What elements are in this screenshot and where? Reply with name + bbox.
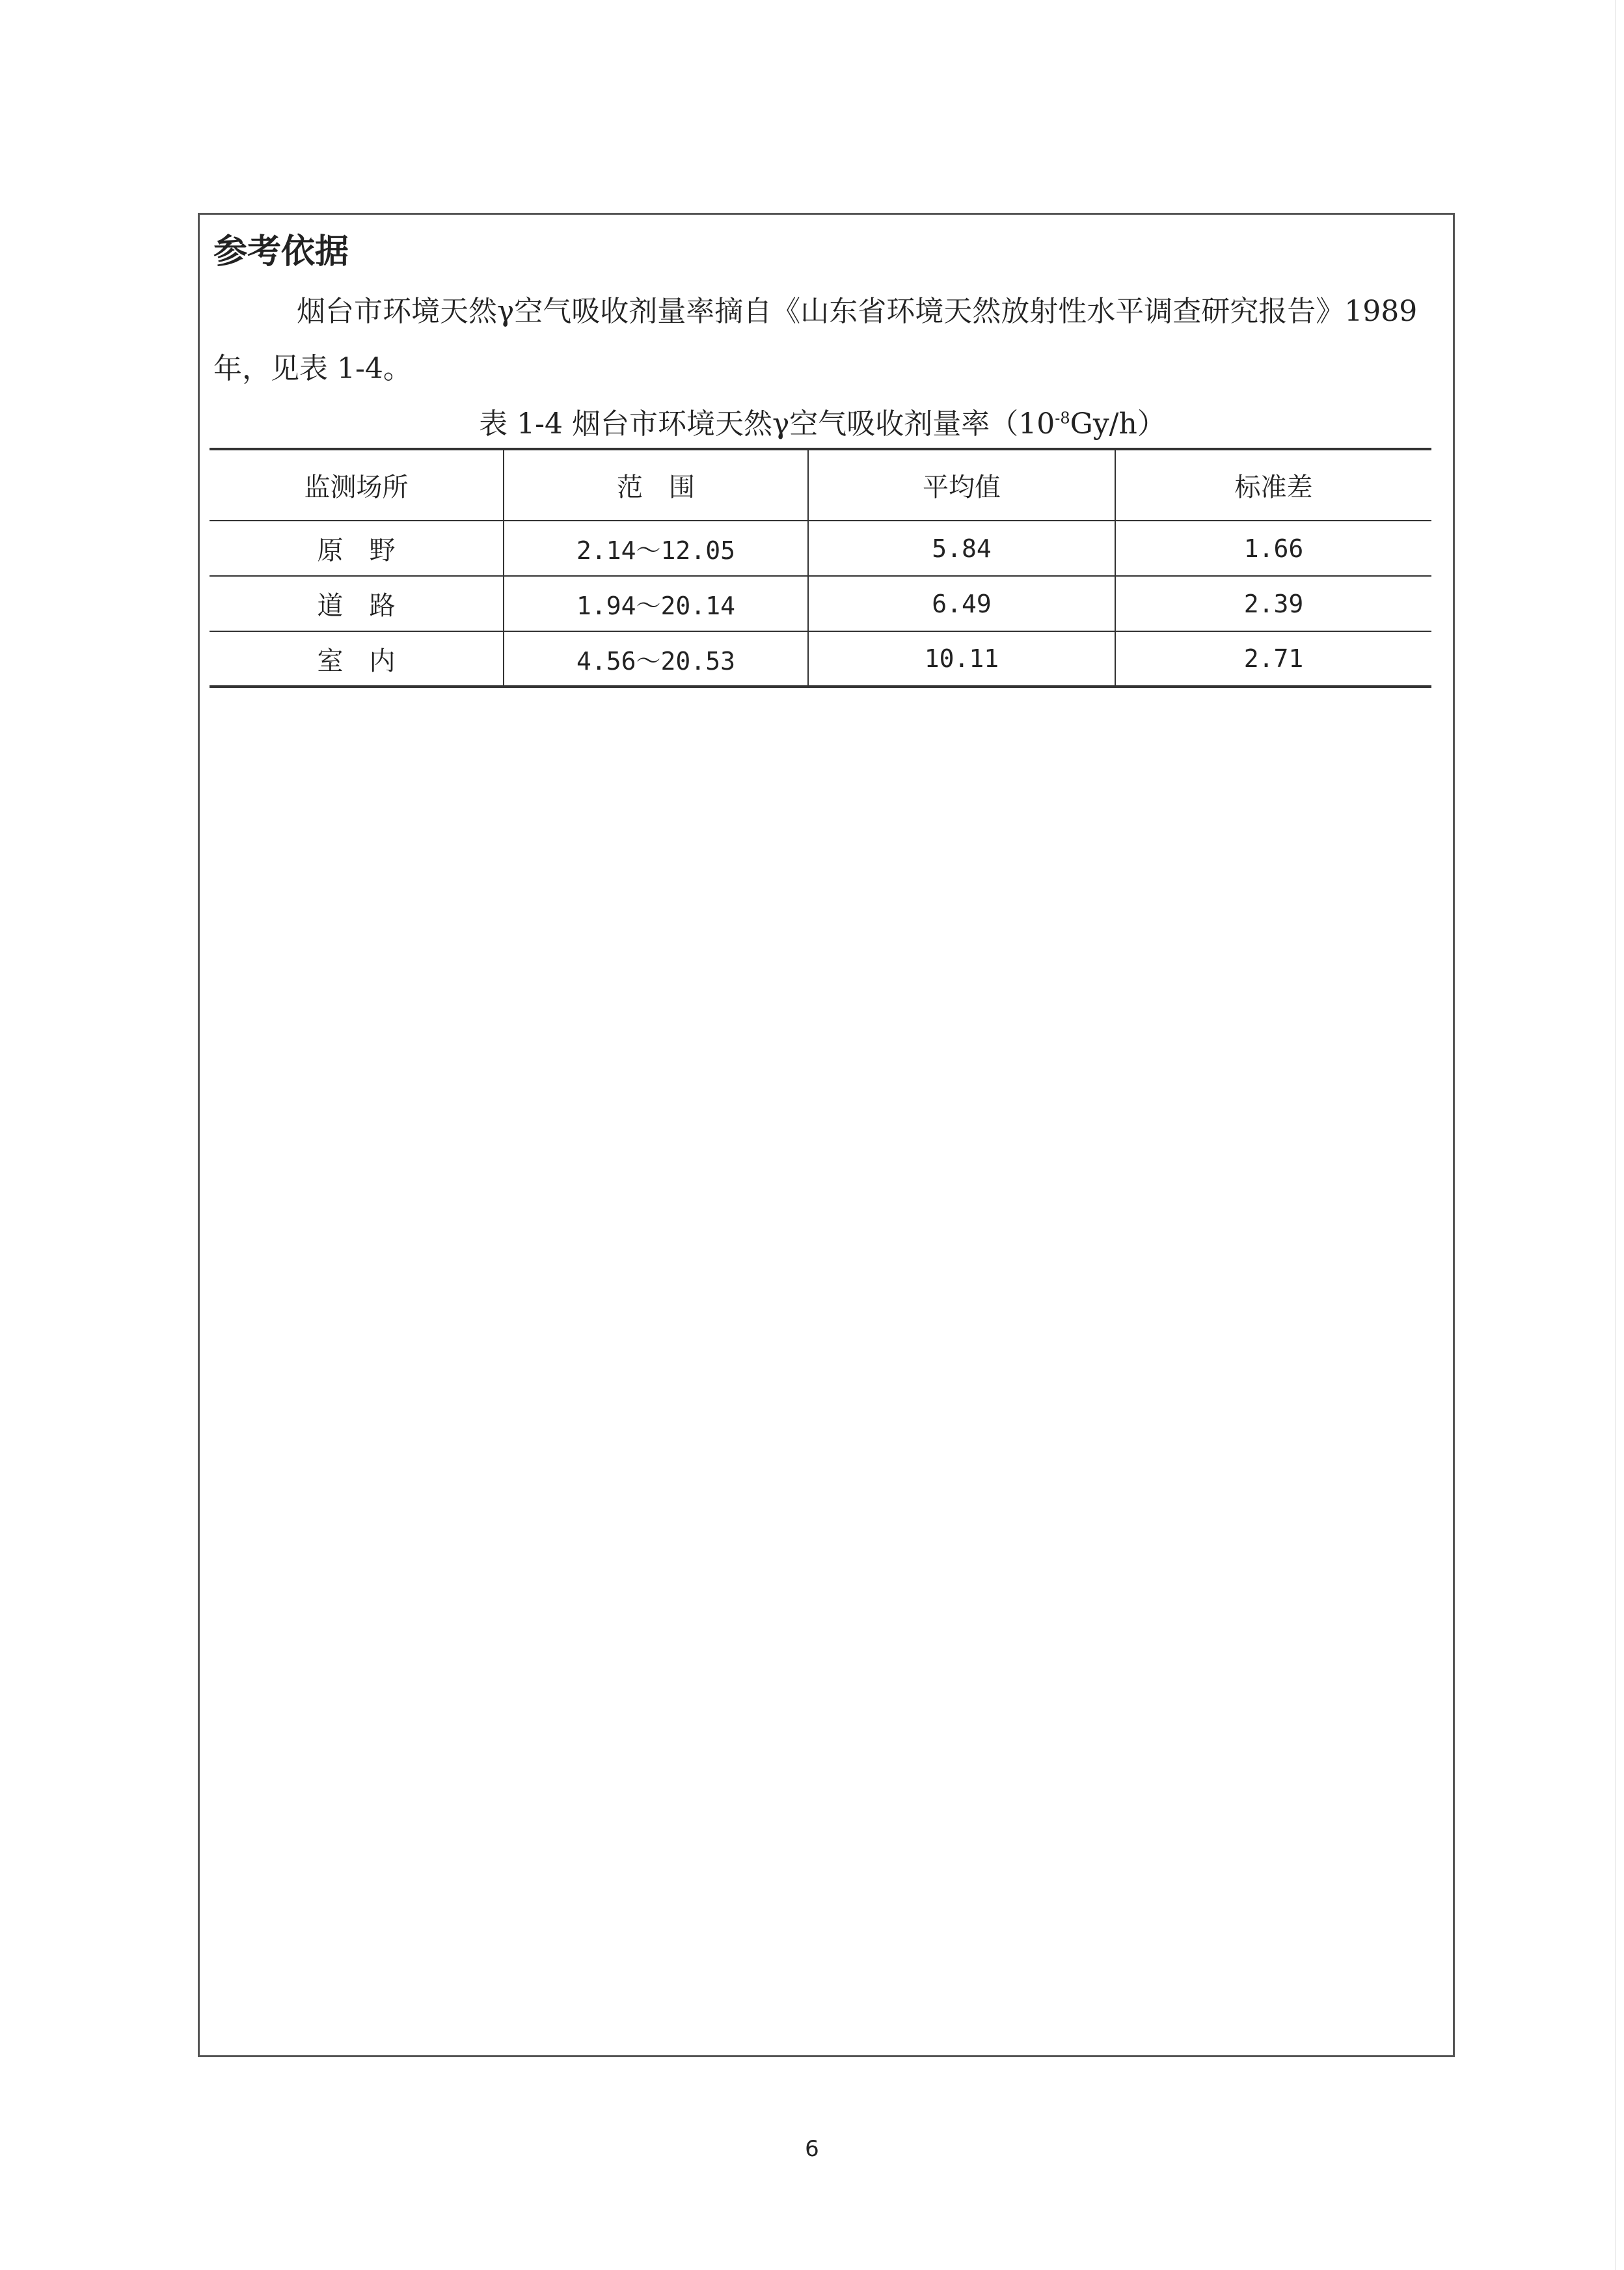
cell-mean: 10.11 [808,631,1115,687]
header-range: 范 围 [504,449,808,521]
cell-mean: 5.84 [808,521,1115,576]
header-stddev: 标准差 [1115,449,1431,521]
table-header-row [210,449,1431,521]
cell-mean: 6.49 [808,576,1115,631]
cell-site: 室 内 [210,631,504,687]
caption-tail: Gy/h） [1070,407,1166,441]
reference-paragraph: 烟台市环境天然γ空气吸收剂量率摘自《山东省环境天然放射性水平调查研究报告》1989 年，见表 1-4。 [213,295,1418,385]
dose-rate-table [210,448,1431,688]
cell-stddev: 2.39 [1115,576,1431,631]
cell-site: 道 路 [210,576,504,631]
caption-main: 表 1-4 烟台市环境天然γ空气吸收剂量率（10 [479,407,1055,441]
cell-stddev: 1.66 [1115,521,1431,576]
cell-site: 原 野 [210,521,504,576]
section-heading: 参考依据 [213,232,349,271]
cell-range: 1.94～20.14 [504,576,808,631]
table-row [210,521,1431,576]
cell-stddev: 2.71 [1115,631,1431,687]
cell-range: 4.56～20.53 [504,631,808,687]
table-row [210,631,1431,687]
header-site: 监测场所 [304,472,409,502]
page-number: 6 [805,2136,819,2162]
cell-range: 2.14～12.05 [504,521,808,576]
scan-edge [1615,0,1616,2270]
table-caption [211,403,1434,445]
header-mean: 平均值 [808,449,1115,521]
caption-exponent: -8 [1055,409,1070,428]
table-row [210,576,1431,631]
